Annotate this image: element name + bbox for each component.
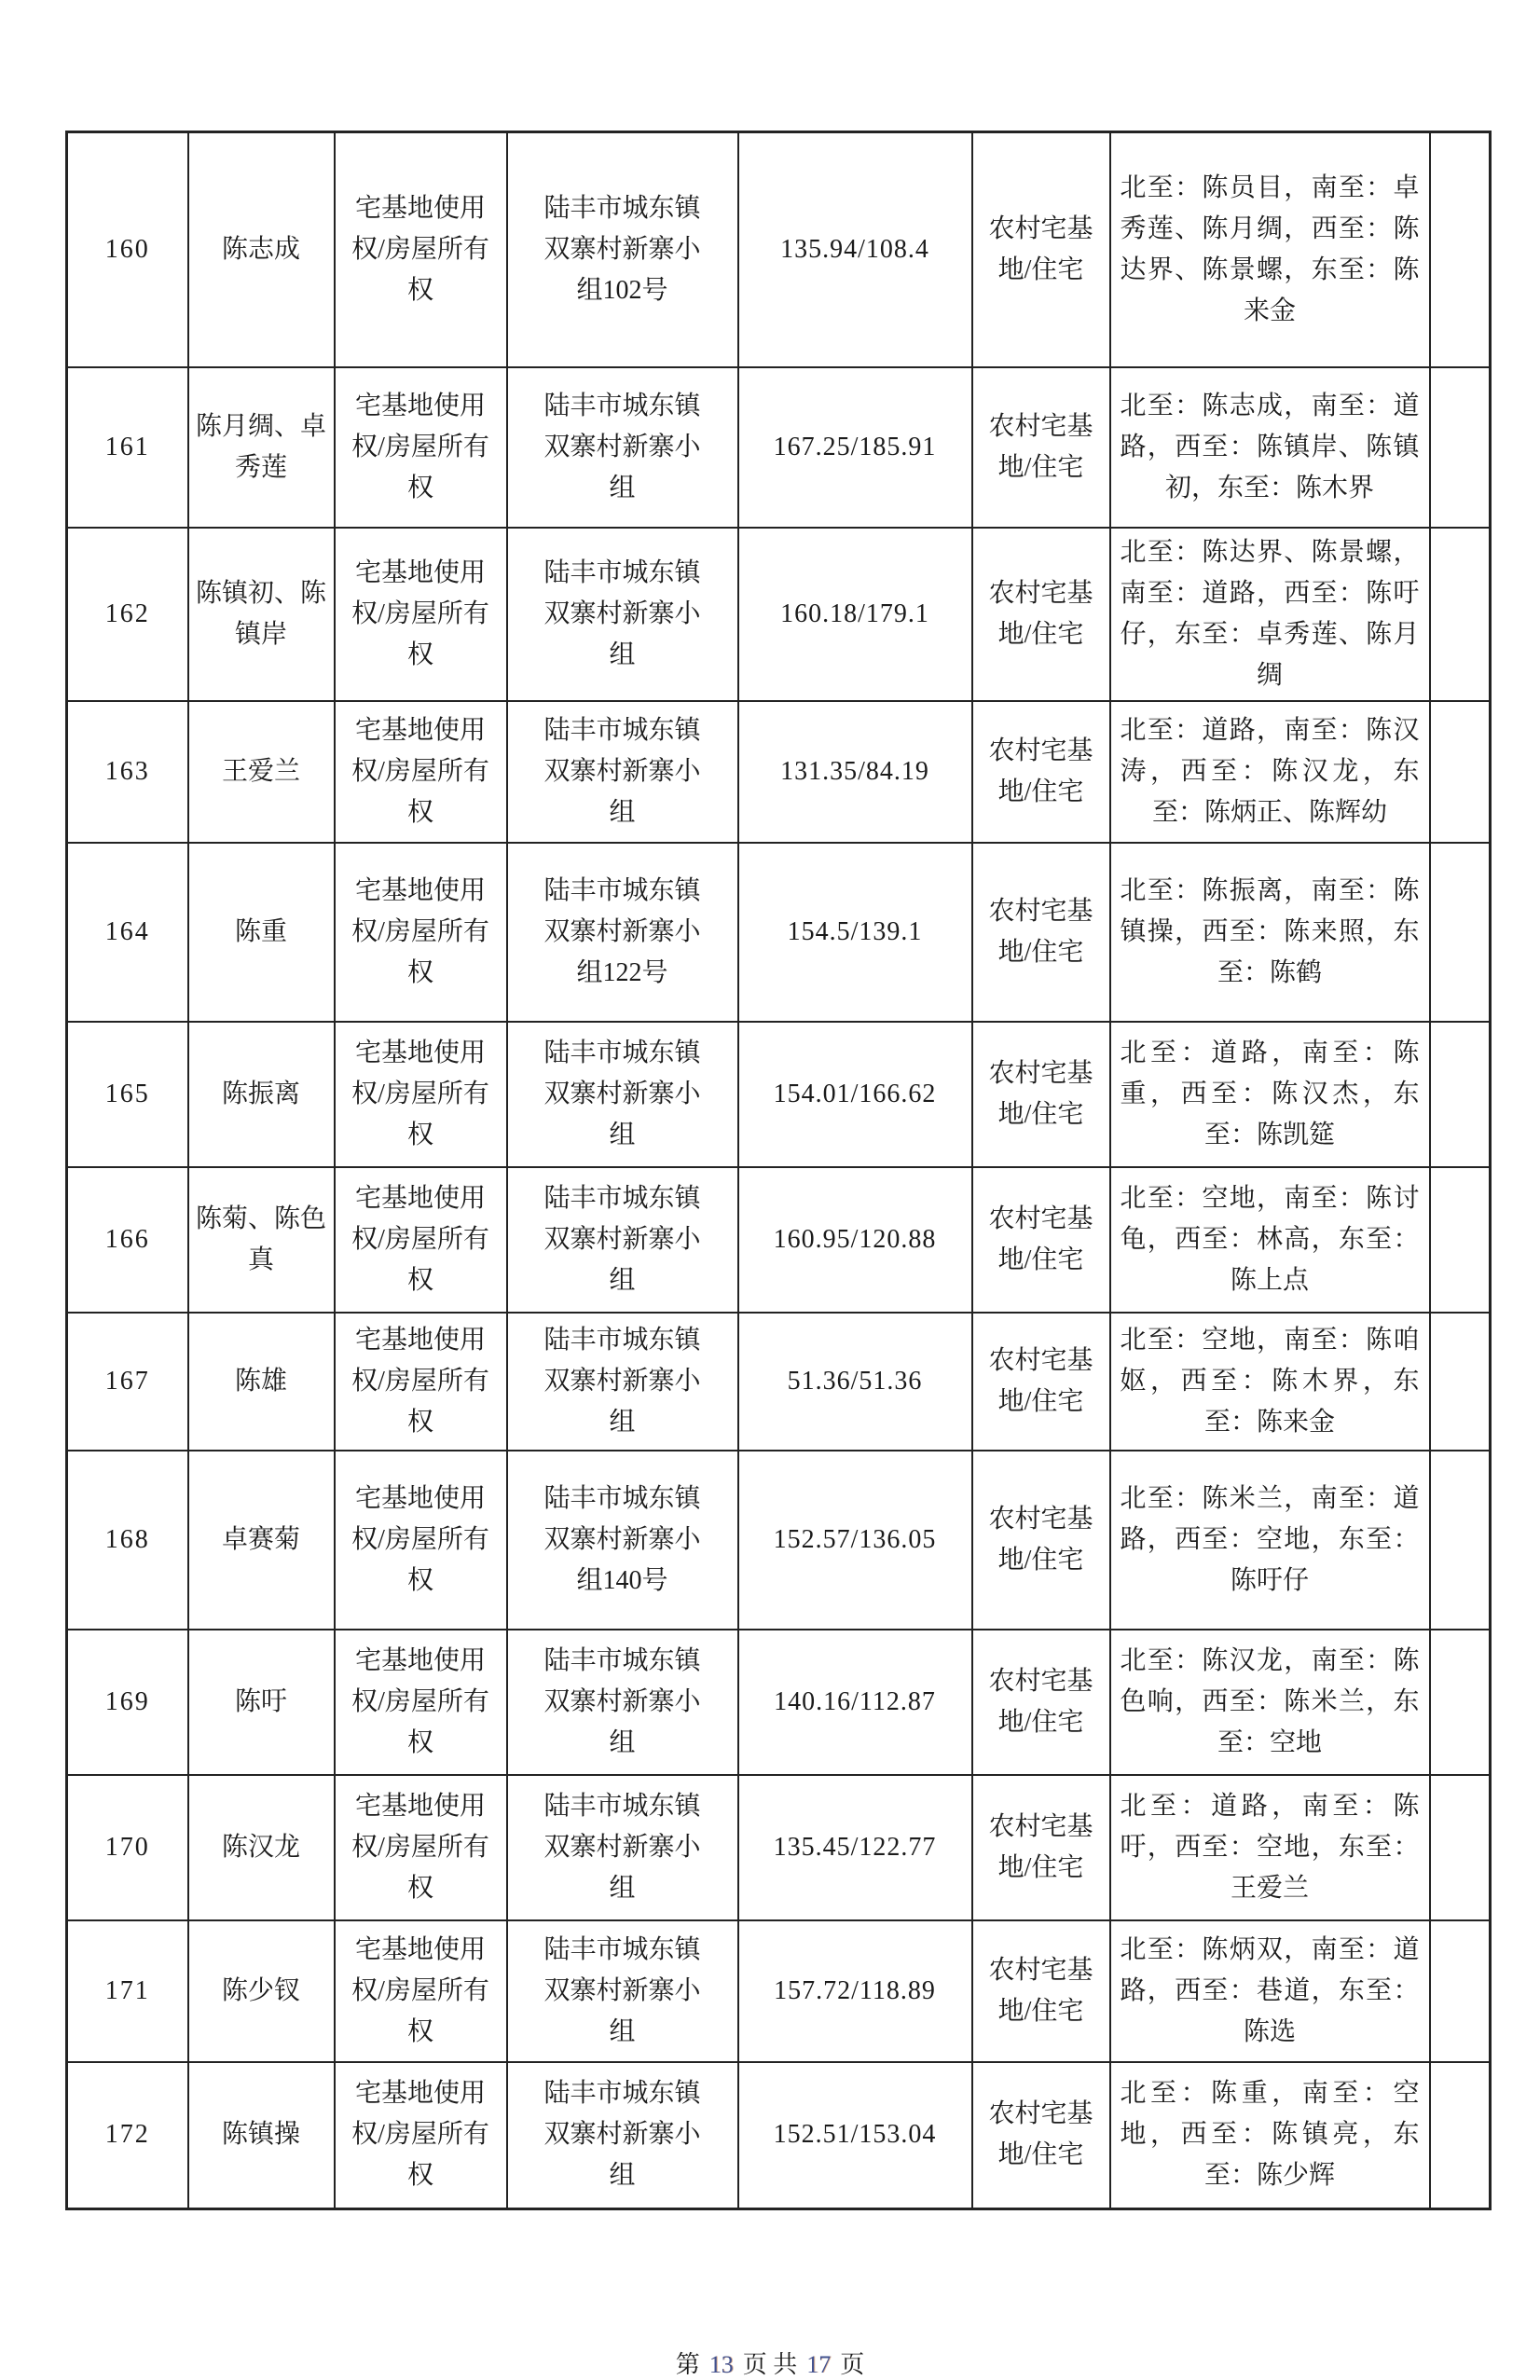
owner-name-cell: 陈菊、陈色真 (188, 1167, 335, 1313)
rights-type-cell: 宅基地使用权/房屋所有权 (335, 2062, 507, 2209)
land-type-cell: 农村宅基地/住宅 (972, 528, 1110, 701)
land-type-cell: 农村宅基地/住宅 (972, 701, 1110, 843)
area-cell: 51.36/51.36 (738, 1313, 972, 1451)
row-number-cell: 168 (67, 1451, 188, 1630)
owner-name-cell: 陈月绸、卓秀莲 (188, 367, 335, 528)
owner-name-cell: 陈志成 (188, 132, 335, 367)
table-row (67, 1313, 1491, 1451)
boundary-cell: 北至：陈振离，南至：陈镇操，西至：陈来照，东至：陈鹤 (1110, 843, 1430, 1022)
current-page-number: 13 (708, 2351, 734, 2378)
address-cell: 陆丰市城东镇双寨村新寨小组122号 (507, 843, 738, 1022)
owner-name-cell: 陈少钗 (188, 1920, 335, 2062)
rights-type-cell: 宅基地使用权/房屋所有权 (335, 1451, 507, 1630)
table-row (67, 701, 1491, 843)
row-number-cell: 172 (67, 2062, 188, 2209)
address-cell: 陆丰市城东镇双寨村新寨小组102号 (507, 132, 738, 367)
area-cell: 160.95/120.88 (738, 1167, 972, 1313)
boundary-cell: 北至：陈重，南至：空地，西至：陈镇亮，东至：陈少辉 (1110, 2062, 1430, 2209)
area-cell: 154.5/139.1 (738, 843, 972, 1022)
boundary-cell: 北至：道路，南至：陈重，西至：陈汉杰，东至：陈凯筵 (1110, 1022, 1430, 1167)
row-number-cell: 164 (67, 843, 188, 1022)
table-row (67, 1775, 1491, 1920)
row-number-cell: 170 (67, 1775, 188, 1920)
address-cell: 陆丰市城东镇双寨村新寨小组 (507, 701, 738, 843)
rights-type-cell: 宅基地使用权/房屋所有权 (335, 1920, 507, 2062)
owner-name-cell: 陈重 (188, 843, 335, 1022)
empty-cell (1430, 701, 1491, 843)
land-type-cell: 农村宅基地/住宅 (972, 1451, 1110, 1630)
boundary-cell: 北至：陈达界、陈景螺，南至：道路，西至：陈吁仔，东至：卓秀莲、陈月绸 (1110, 528, 1430, 701)
empty-cell (1430, 1167, 1491, 1313)
rights-type-cell: 宅基地使用权/房屋所有权 (335, 843, 507, 1022)
rights-type-cell: 宅基地使用权/房屋所有权 (335, 528, 507, 701)
table-body (67, 132, 1491, 2209)
area-cell: 154.01/166.62 (738, 1022, 972, 1167)
land-type-cell: 农村宅基地/住宅 (972, 1167, 1110, 1313)
empty-cell (1430, 1313, 1491, 1451)
table-row (67, 843, 1491, 1022)
owner-name-cell: 陈雄 (188, 1313, 335, 1451)
address-cell: 陆丰市城东镇双寨村新寨小组 (507, 1775, 738, 1920)
table-row (67, 367, 1491, 528)
address-cell: 陆丰市城东镇双寨村新寨小组 (507, 1313, 738, 1451)
owner-name-cell: 陈振离 (188, 1022, 335, 1167)
empty-cell (1430, 1630, 1491, 1775)
boundary-cell: 北至：陈志成，南至：道路，西至：陈镇岸、陈镇初，东至：陈木界 (1110, 367, 1430, 528)
owner-name-cell: 卓赛菊 (188, 1451, 335, 1630)
empty-cell (1430, 1451, 1491, 1630)
address-cell: 陆丰市城东镇双寨村新寨小组 (507, 1920, 738, 2062)
table-row (67, 2062, 1491, 2209)
boundary-cell: 北至：道路，南至：陈吁，西至：空地，东至：王爱兰 (1110, 1775, 1430, 1920)
page-footer (0, 2350, 1540, 2380)
address-cell: 陆丰市城东镇双寨村新寨小组 (507, 367, 738, 528)
land-type-cell: 农村宅基地/住宅 (972, 367, 1110, 528)
rights-type-cell: 宅基地使用权/房屋所有权 (335, 132, 507, 367)
table-row (67, 132, 1491, 367)
land-type-cell: 农村宅基地/住宅 (972, 1630, 1110, 1775)
area-cell: 160.18/179.1 (738, 528, 972, 701)
area-cell: 135.45/122.77 (738, 1775, 972, 1920)
rights-type-cell: 宅基地使用权/房屋所有权 (335, 367, 507, 528)
area-cell: 157.72/118.89 (738, 1920, 972, 2062)
address-cell: 陆丰市城东镇双寨村新寨小组 (507, 1167, 738, 1313)
empty-cell (1430, 1920, 1491, 2062)
table-row (67, 1451, 1491, 1630)
empty-cell (1430, 367, 1491, 528)
empty-cell (1430, 132, 1491, 367)
boundary-cell: 北至：陈员目，南至：卓秀莲、陈月绸，西至：陈达界、陈景螺，东至：陈来金 (1110, 132, 1430, 367)
table-row (67, 1167, 1491, 1313)
area-cell: 167.25/185.91 (738, 367, 972, 528)
land-type-cell: 农村宅基地/住宅 (972, 1313, 1110, 1451)
empty-cell (1430, 528, 1491, 701)
empty-cell (1430, 843, 1491, 1022)
owner-name-cell: 陈汉龙 (188, 1775, 335, 1920)
land-type-cell: 农村宅基地/住宅 (972, 1022, 1110, 1167)
table-row (67, 1920, 1491, 2062)
land-type-cell: 农村宅基地/住宅 (972, 843, 1110, 1022)
footer-label-first: 第 (675, 2351, 700, 2378)
area-cell: 135.94/108.4 (738, 132, 972, 367)
total-page-number: 17 (806, 2351, 832, 2378)
row-number-cell: 167 (67, 1313, 188, 1451)
rights-type-cell: 宅基地使用权/房屋所有权 (335, 701, 507, 843)
row-number-cell: 166 (67, 1167, 188, 1313)
owner-name-cell: 陈吁 (188, 1630, 335, 1775)
owner-name-cell: 陈镇初、陈镇岸 (188, 528, 335, 701)
rights-type-cell: 宅基地使用权/房屋所有权 (335, 1167, 507, 1313)
address-cell: 陆丰市城东镇双寨村新寨小组 (507, 1630, 738, 1775)
land-type-cell: 农村宅基地/住宅 (972, 1775, 1110, 1920)
empty-cell (1430, 1022, 1491, 1167)
row-number-cell: 165 (67, 1022, 188, 1167)
address-cell: 陆丰市城东镇双寨村新寨小组 (507, 2062, 738, 2209)
boundary-cell: 北至：道路，南至：陈汉涛，西至：陈汉龙，东至：陈炳正、陈辉幼 (1110, 701, 1430, 843)
boundary-cell: 北至：陈汉龙，南至：陈色响，西至：陈米兰，东至：空地 (1110, 1630, 1430, 1775)
row-number-cell: 162 (67, 528, 188, 701)
rights-type-cell: 宅基地使用权/房屋所有权 (335, 1630, 507, 1775)
area-cell: 131.35/84.19 (738, 701, 972, 843)
boundary-cell: 北至：空地，南至：陈讨龟，西至：林高，东至：陈上点 (1110, 1167, 1430, 1313)
table-row (67, 1022, 1491, 1167)
table-row (67, 528, 1491, 701)
footer-label-last: 页 (840, 2351, 865, 2378)
row-number-cell: 171 (67, 1920, 188, 2062)
area-cell: 152.57/136.05 (738, 1451, 972, 1630)
area-cell: 152.51/153.04 (738, 2062, 972, 2209)
boundary-cell: 北至：空地，南至：陈咱妪，西至：陈木界，东至：陈来金 (1110, 1313, 1430, 1451)
land-type-cell: 农村宅基地/住宅 (972, 2062, 1110, 2209)
boundary-cell: 北至：陈米兰，南至：道路，西至：空地，东至：陈吁仔 (1110, 1451, 1430, 1630)
land-type-cell: 农村宅基地/住宅 (972, 1920, 1110, 2062)
row-number-cell: 163 (67, 701, 188, 843)
rights-type-cell: 宅基地使用权/房屋所有权 (335, 1022, 507, 1167)
address-cell: 陆丰市城东镇双寨村新寨小组 (507, 528, 738, 701)
address-cell: 陆丰市城东镇双寨村新寨小组 (507, 1022, 738, 1167)
row-number-cell: 169 (67, 1630, 188, 1775)
rights-type-cell: 宅基地使用权/房屋所有权 (335, 1313, 507, 1451)
address-cell: 陆丰市城东镇双寨村新寨小组140号 (507, 1451, 738, 1630)
rights-type-cell: 宅基地使用权/房屋所有权 (335, 1775, 507, 1920)
table-row (67, 1630, 1491, 1775)
property-registration-table (65, 131, 1492, 2210)
row-number-cell: 160 (67, 132, 188, 367)
owner-name-cell: 陈镇操 (188, 2062, 335, 2209)
area-cell: 140.16/112.87 (738, 1630, 972, 1775)
footer-label-middle: 页 共 (742, 2351, 798, 2378)
empty-cell (1430, 1775, 1491, 1920)
empty-cell (1430, 2062, 1491, 2209)
boundary-cell: 北至：陈炳双，南至：道路，西至：巷道，东至：陈选 (1110, 1920, 1430, 2062)
owner-name-cell: 王爱兰 (188, 701, 335, 843)
row-number-cell: 161 (67, 367, 188, 528)
land-type-cell: 农村宅基地/住宅 (972, 132, 1110, 367)
